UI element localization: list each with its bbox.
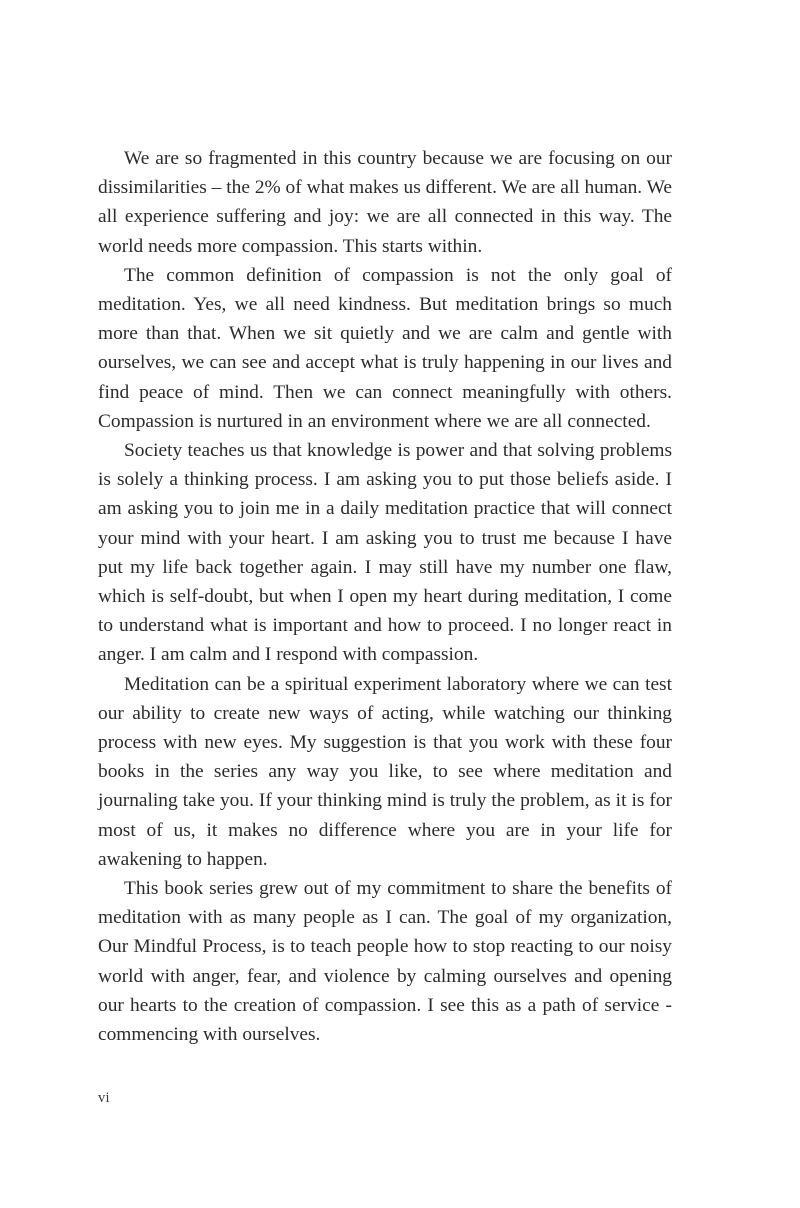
paragraph: Meditation can be a spiritual experiment laboratory where we can test our ability to create new ways of acting, while watching our thinking process with new eyes. My suggestion is that you work with these four books in the series any way you like, to see where meditation and journaling take you. If your thinking mind is truly the problem, as it is for most of us, it makes no difference where you are in your life for awakening to happen. [98, 673, 672, 870]
paragraph: We are so fragmented in this country because we are focusing on our dissimilarities – the 2% of what makes us different. We are all human. We all experience suffering and joy: we are all connected in this way. The world needs more compassion. This starts within. [98, 148, 672, 257]
paragraph: The common definition of compassion is not the only goal of meditation. Yes, we all need kindness. But meditation brings so much more than that. When we sit quietly and we are calm and gentle with ourselves, we can see and accept what is truly happening in our lives and find peace of mind. Then we can connect meaningfully with others. Compassion is nurtured in an environment where we are all connected. [98, 264, 672, 432]
page-number: vi [98, 1090, 110, 1106]
paragraph: This book series grew out of my commitment to share the benefits of meditation with as many people as I can. The goal of my organization, Our Mindful Process, is to teach people how to stop reacting to our noisy world with anger, fear, and violence by calming ourselves and opening our hearts to the creation of compassion. I see this as a path of service - commencing with ourselves. [98, 878, 672, 1046]
body-text-column [98, 144, 672, 1049]
paragraph: Society teaches us that knowledge is power and that solving problems is solely a thinking process. I am asking you to put those beliefs aside. I am asking you to join me in a daily meditation practice that will connect your mind with your heart. I am asking you to trust me because I have put my life back together again. I may still have my number one flaw, which is self-doubt, but when I open my heart during meditation, I come to understand what is important and how to proceed. I no longer react in anger. I am calm and I respond with compassion. [98, 440, 672, 666]
